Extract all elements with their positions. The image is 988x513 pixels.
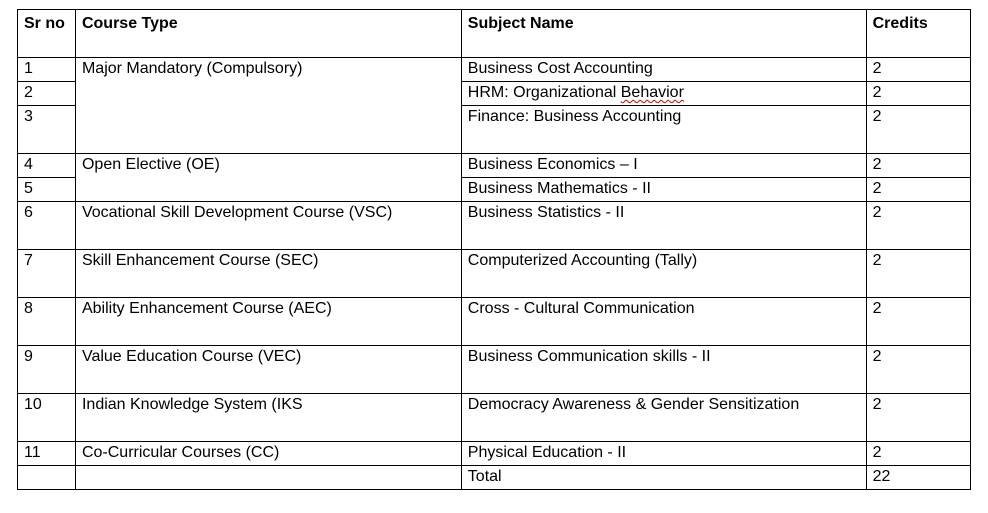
subject-cell: Physical Education - II: [461, 442, 866, 466]
subject-text: HRM: Organizational: [467, 84, 621, 101]
empty-cell: [75, 466, 461, 490]
credits-cell: 2: [866, 178, 970, 202]
sr-no-cell: 7: [18, 250, 76, 298]
sr-no-cell: 10: [18, 394, 76, 442]
credits-cell: 2: [866, 250, 970, 298]
subject-cell: Business Mathematics - II: [461, 178, 866, 202]
subject-cell: Business Economics – I: [461, 154, 866, 178]
sr-no-cell: 4: [18, 154, 76, 178]
sr-no-cell: 3: [18, 106, 76, 154]
course-type-cell: Value Education Course (VEC): [75, 346, 461, 394]
course-type-cell: Indian Knowledge System (IKS: [75, 394, 461, 442]
sr-no-cell: 6: [18, 202, 76, 250]
credits-cell: 2: [866, 58, 970, 82]
credits-cell: 2: [866, 202, 970, 250]
header-credits: Credits: [866, 10, 970, 58]
credits-cell: 2: [866, 82, 970, 106]
table-row: [18, 154, 971, 178]
header-sr-no: Sr no: [18, 10, 76, 58]
table-row: [18, 250, 971, 298]
subject-cell: Business Cost Accounting: [461, 58, 866, 82]
course-type-cell: Major Mandatory (Compulsory): [75, 58, 461, 154]
subject-cell: Democracy Awareness & Gender Sensitization: [461, 394, 866, 442]
table-row: [18, 202, 971, 250]
credits-cell: 2: [866, 298, 970, 346]
table-header-row: [18, 10, 971, 58]
sr-no-cell: 9: [18, 346, 76, 394]
subject-cell: Computerized Accounting (Tally): [461, 250, 866, 298]
sr-no-cell: 11: [18, 442, 76, 466]
table-row: [18, 346, 971, 394]
subject-cell: Cross - Cultural Communication: [461, 298, 866, 346]
sr-no-cell: 2: [18, 82, 76, 106]
table-row: [18, 298, 971, 346]
table-row: [18, 58, 971, 82]
spellcheck-flagged-word: Behavior: [620, 84, 684, 101]
subject-cell: Finance: Business Accounting: [461, 106, 866, 154]
header-subject-name: Subject Name: [461, 10, 866, 58]
table-row: [18, 394, 971, 442]
course-type-cell: Ability Enhancement Course (AEC): [75, 298, 461, 346]
course-type-cell: Vocational Skill Development Course (VSC): [75, 202, 461, 250]
header-course-type: Course Type: [75, 10, 461, 58]
course-type-cell: Skill Enhancement Course (SEC): [75, 250, 461, 298]
course-type-cell: Co-Curricular Courses (CC): [75, 442, 461, 466]
course-type-cell: Open Elective (OE): [75, 154, 461, 202]
subject-cell: Business Statistics - II: [461, 202, 866, 250]
total-credits: 22: [866, 466, 970, 490]
sr-no-cell: 8: [18, 298, 76, 346]
sr-no-cell: 5: [18, 178, 76, 202]
empty-cell: [18, 466, 76, 490]
subject-cell: Business Communication skills - II: [461, 346, 866, 394]
subject-cell: [461, 82, 866, 106]
sr-no-cell: 1: [18, 58, 76, 82]
course-credit-table: [17, 9, 971, 490]
credits-cell: 2: [866, 442, 970, 466]
credits-cell: 2: [866, 346, 970, 394]
credits-cell: 2: [866, 154, 970, 178]
table-row: [18, 442, 971, 466]
total-row: [18, 466, 971, 490]
credits-cell: 2: [866, 106, 970, 154]
credits-cell: 2: [866, 394, 970, 442]
total-label: Total: [461, 466, 866, 490]
